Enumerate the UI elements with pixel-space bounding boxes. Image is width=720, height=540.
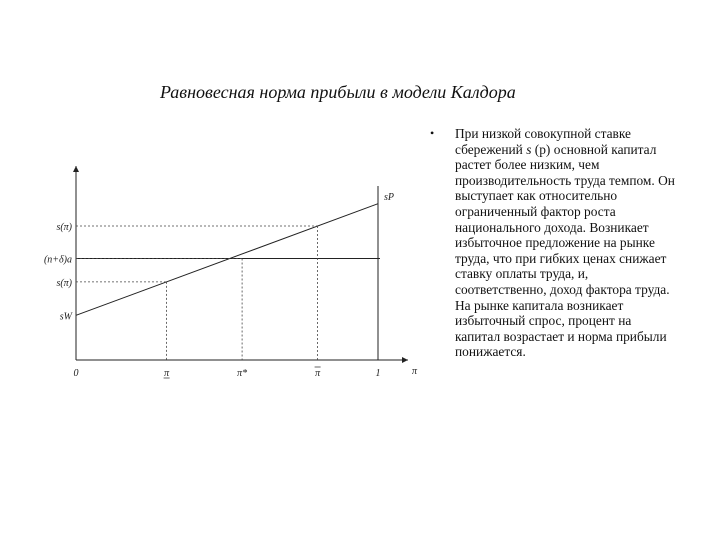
paragraph-text-before: При низкой совокупной ставке сбережений (455, 126, 631, 157)
x-tick-label: π* (237, 368, 248, 379)
x-tick-label: π (315, 368, 321, 379)
x-tick-label: 1 (375, 368, 381, 379)
y-tick-label: s(π) (56, 222, 72, 234)
x-tick-label: 0 (73, 368, 79, 379)
slide-title: Равновесная норма прибыли в модели Калдора (160, 82, 516, 102)
x-axis-label: π (412, 366, 418, 377)
savings-symbol: s (526, 141, 532, 157)
line-end-label: sP (384, 192, 394, 203)
y-tick-label: sW (59, 311, 72, 323)
savings-line (76, 204, 378, 316)
paragraph-text-after: (p) основной капитал растет более низким, чем производительность труда темпом. Он выступает как относительно ограниченный фактор роста национального дохода. Возникает избыточное предложение на рынке труда, что при гибких ценах снижает ставку оплаты труда, и, соответственно, доход фактора труда. На рынке капитала возникает избыточный спрос, процент на капитал возрастает и норма прибыли понижается. (455, 141, 675, 360)
x-tick-label: π (164, 368, 170, 379)
y-tick-label: (n+δ)a (43, 254, 72, 266)
y-tick-label: s(π) (56, 277, 72, 289)
bullet-marker: • (430, 126, 435, 140)
